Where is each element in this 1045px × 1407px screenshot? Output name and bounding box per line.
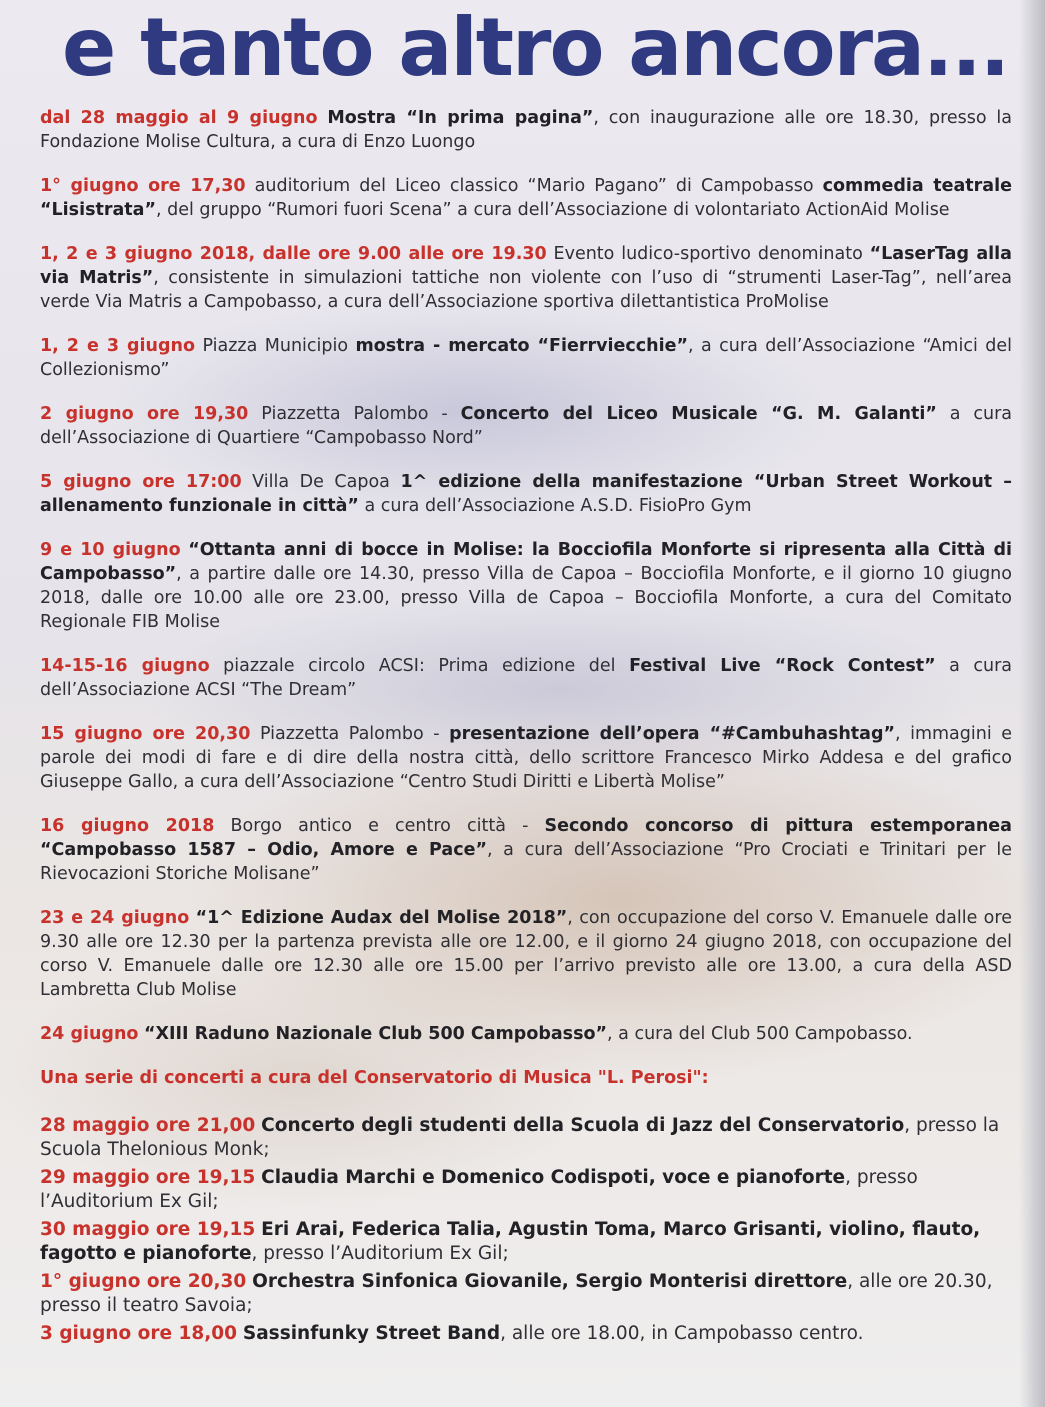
- event-description: , a cura dell’Associazione “Amici del Collezionismo”: [40, 336, 1012, 380]
- concert-title: Sassinfunky Street Band: [242, 1323, 501, 1344]
- event-date: 24 giugno: [40, 1024, 139, 1044]
- event-entry: [40, 242, 1012, 314]
- concert-date: 30 maggio ore 19,15: [40, 1219, 256, 1240]
- event-date: 23 e 24 giugno: [40, 908, 190, 928]
- event-description: , a cura dell’Associazione “Pro Crociati e Trinitari per le Rievocazioni Storiche Molisane”: [40, 840, 1012, 884]
- event-venue: Piazzetta Palombo -: [250, 724, 450, 744]
- event-date: dal 28 maggio al 9 giugno: [40, 108, 318, 128]
- event-entry: [40, 1022, 1012, 1046]
- event-entry: [40, 334, 1012, 382]
- concert-date: 3 giugno ore 18,00: [40, 1323, 237, 1344]
- event-description: , consistente in simulazioni tattiche non violente con l’uso di “strumenti Laser-Tag”, nell’area verde Via Matris a Campobasso, a cura dell’Associazione sportiva dilettantistica ProMolise: [40, 268, 1012, 312]
- event-description: a cura dell’Associazione di Quartiere “Campobasso Nord”: [40, 404, 1013, 448]
- event-title: mostra - mercato “Fierrviecchie”: [355, 336, 688, 356]
- event-title: “XIII Raduno Nazionale Club 500 Campobasso”: [144, 1024, 608, 1044]
- event-date: 5 giugno ore 17:00: [40, 472, 242, 492]
- concert-title: Orchestra Sinfonica Giovanile, Sergio Monterisi direttore: [252, 1271, 848, 1292]
- event-entry: [40, 722, 1012, 794]
- event-venue: Piazzetta Palombo -: [248, 404, 461, 424]
- concert-description: , presso l’Auditorium Ex Gil;: [40, 1167, 918, 1212]
- concert-entry: [40, 1166, 1012, 1214]
- concert-date: 29 maggio ore 19,15: [40, 1167, 256, 1188]
- concert-date: 1° giugno ore 20,30: [40, 1271, 247, 1292]
- event-venue: Villa De Capoa: [241, 472, 401, 492]
- page-title: e tanto altro ancora...: [62, 1, 1009, 94]
- event-entry: [40, 538, 1012, 634]
- event-venue: auditorium del Liceo classico “Mario Pagano” di Campobasso: [245, 176, 823, 196]
- concert-description: , presso l’Auditorium Ex Gil;: [251, 1243, 509, 1264]
- events-list: [40, 106, 1012, 1350]
- event-date: 1° giugno ore 17,30: [40, 176, 246, 196]
- page-edge-shadow: [1019, 0, 1045, 1407]
- event-entry: [40, 814, 1012, 886]
- concert-title: Concerto degli studenti della Scuola di Jazz del Conservatorio: [261, 1115, 905, 1136]
- event-venue: piazzale circolo ACSI: Prima edizione del: [209, 656, 630, 676]
- event-title: “1^ Edizione Audax del Molise 2018”: [195, 908, 568, 928]
- event-description: , del gruppo “Rumori fuori Scena” a cura dell’Associazione di volontariato ActionAid Molise: [155, 200, 950, 220]
- event-entry: [40, 906, 1012, 1002]
- event-description: , con occupazione del corso V. Emanuele dalle ore 9.30 alle ore 12.30 per la partenza prevista alle ore 12.00, e il giorno 24 giugno 2018, con occupazione del corso V. Emanuele dalle ore 12.30 alle ore 15.00 per l’arrivo previsto alle ore 13.00, a cura della ASD Lambretta Club Molise: [40, 908, 1012, 1000]
- event-title: presentazione dell’opera “#Cambuhashtag”: [449, 724, 895, 744]
- concerts-heading: Una serie di concerti a cura del Conservatorio di Musica "L. Perosi":: [40, 1068, 709, 1088]
- event-title: “Ottanta anni di bocce in Molise: la Bocciofila Monforte si ripresenta alla Città di Campobasso”: [40, 540, 1013, 584]
- event-title: 1^ edizione della manifestazione “Urban Street Workout – allenamento funzionale in città”: [40, 472, 1012, 516]
- event-date: 14-15-16 giugno: [40, 656, 210, 676]
- concert-description: , alle ore 20.30, presso il teatro Savoia;: [40, 1271, 993, 1316]
- event-title: Secondo concorso di pittura estemporanea “Campobasso 1587 – Odio, Amore e Pace”: [40, 816, 1012, 860]
- event-title: Festival Live “Rock Contest”: [629, 656, 936, 676]
- concert-title: Claudia Marchi e Domenico Codispoti, voce e pianoforte: [261, 1167, 846, 1188]
- event-description: , a cura del Club 500 Campobasso.: [607, 1024, 913, 1044]
- event-date: 1, 2 e 3 giugno 2018, dalle ore 9.00 alle ore 19.30: [40, 244, 547, 264]
- event-description: , a partire dalle ore 14.30, presso Villa de Capoa – Bocciofila Monforte, e il giorno 10 giugno 2018, dalle ore 10.00 alle ore 23.00, presso Villa de Capoa – Bocciofila Monforte, a cura del Comitato Regionale FIB Molise: [40, 564, 1012, 632]
- event-date: 2 giugno ore 19,30: [40, 404, 249, 424]
- event-entry: [40, 470, 1012, 518]
- event-entry: [40, 106, 1012, 154]
- event-venue: Evento ludico-sportivo denominato: [546, 244, 870, 264]
- concert-entry: [40, 1322, 1012, 1346]
- concert-description: , presso la Scuola Thelonious Monk;: [40, 1115, 1000, 1160]
- concert-title: Eri Arai, Federica Talia, Agustin Toma, Marco Grisanti, violino, flauto, fagotto e pianoforte: [40, 1219, 981, 1264]
- event-title: “LaserTag alla via Matris”: [40, 244, 1012, 288]
- concert-description: , alle ore 18.00, in Campobasso centro.: [500, 1323, 864, 1344]
- event-venue: Piazza Municipio: [195, 336, 356, 356]
- event-entry: [40, 174, 1012, 222]
- event-title: commedia teatrale “Lisistrata”: [40, 176, 1012, 220]
- concert-entry: [40, 1218, 1012, 1266]
- event-date: 15 giugno ore 20,30: [40, 724, 251, 744]
- concert-entry: [40, 1114, 1012, 1162]
- event-venue: Borgo antico e centro città -: [214, 816, 545, 836]
- concert-date: 28 maggio ore 21,00: [40, 1115, 256, 1136]
- event-date: 1, 2 e 3 giugno: [40, 336, 195, 356]
- event-date: 9 e 10 giugno: [40, 540, 181, 560]
- event-entry: [40, 654, 1012, 702]
- event-title: Concerto del Liceo Musicale “G. M. Galanti”: [460, 404, 937, 424]
- event-date: 16 giugno 2018: [40, 816, 215, 836]
- event-description: , immagini e parole dei modi di fare e di dire della nostra città, dello scrittore Francesco Mirko Addesa e del grafico Giuseppe Gallo, a cura dell’Associazione “Centro Studi Diritti e Libertà Molise”: [40, 724, 1012, 792]
- event-description: , con inaugurazione alle ore 18.30, presso la Fondazione Molise Cultura, a cura di Enzo Luongo: [40, 108, 1012, 152]
- concert-entry: [40, 1270, 1012, 1318]
- event-description: a cura dell’Associazione A.S.D. FisioPro Gym: [358, 496, 752, 516]
- event-title: Mostra “In prima pagina”: [327, 108, 594, 128]
- event-description: a cura dell’Associazione ACSI “The Dream”: [40, 656, 1012, 700]
- event-entry: [40, 402, 1012, 450]
